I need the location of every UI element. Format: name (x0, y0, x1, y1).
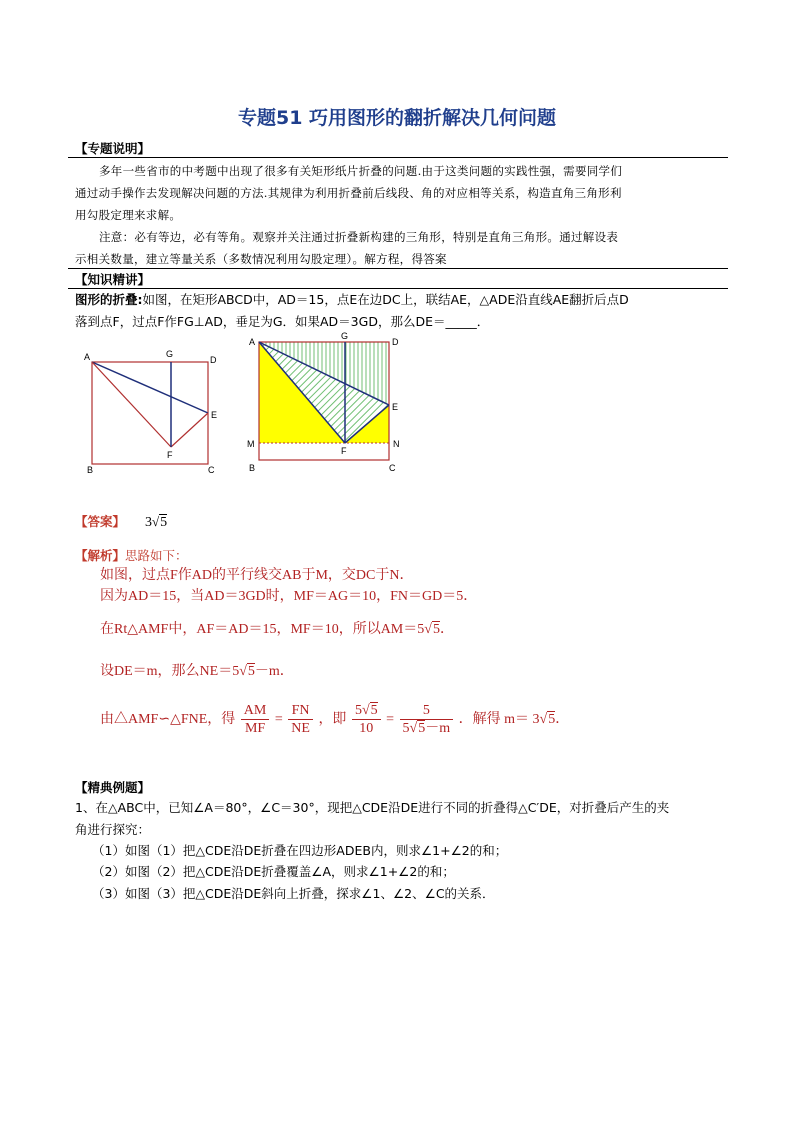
answer-radicand: 5 (160, 515, 168, 530)
label-c: C (208, 465, 215, 475)
page-title: 专题51 巧用图形的翻折解决几何问题 (237, 107, 557, 129)
figure-1 (78, 345, 228, 477)
example-question-3: （3）如图（3）把△CDE沿DE斜向上折叠，探求∠1、∠2、∠C的关系． (92, 886, 495, 901)
radicand: 5 (247, 664, 255, 679)
label-e: E (392, 402, 399, 412)
divider (68, 157, 728, 158)
examples-heading: 【精典例题】 (75, 780, 151, 795)
label-a: A (249, 337, 256, 347)
analysis-text: ，即 (318, 712, 347, 727)
label-f: F (167, 450, 173, 460)
analysis-label: 【解析】 (75, 548, 126, 563)
equals-sign: = (386, 712, 395, 727)
analysis-text: －m． (254, 664, 294, 679)
label-b: B (249, 463, 256, 473)
analysis-line-1: 如图，过点F作AD的平行线交AB于M，交DC于N． (100, 568, 414, 583)
numerator: FN (288, 702, 313, 720)
analysis-line-5: 由△AMF∽△FNE，得 $\frac{AM}{MF}$ = $\frac{FN}{NE}$ ，即 $\frac{5√5}{10}$ = $\frac{5}{5√5-m}$ ．解得 m＝ 3√5． (100, 703, 570, 737)
knowledge-line-1 (75, 289, 725, 311)
analysis-line-3: 在Rt△AMF中，AF＝AD＝15，MF＝10，所以AM＝5√5． (100, 622, 454, 637)
fraction-fn-ne (288, 702, 313, 737)
segment-fe (171, 413, 208, 447)
divider (68, 268, 728, 269)
intro-heading: 【专题说明】 (75, 141, 151, 156)
intro-line: 多年一些省市的中考题中出现了很多有关矩形纸片折叠的问题.由于这类问题的实践性强，需要同学们 (99, 164, 623, 178)
label-g: G (341, 331, 349, 341)
numerator: AM (241, 702, 270, 720)
intro-line: 示相关数量，建立等量关系（多数情况利用勾股定理）。解方程，得答案 (75, 252, 447, 266)
segment-af (92, 362, 171, 447)
analysis-header (75, 546, 188, 564)
analysis-line-4: 设DE＝m，那么NE＝5√5－m． (100, 664, 294, 679)
knowledge-label: 图形的折叠: (75, 292, 143, 307)
denominator: 10 (359, 721, 374, 737)
analysis-text: 由△AMF∽△FNE，得 (100, 712, 236, 727)
analysis-text: ．解得 m＝ 3 (458, 712, 540, 727)
answer-value: 3√5 (145, 514, 168, 530)
knowledge-heading: 【知识精讲】 (75, 272, 151, 287)
denominator: MF (244, 721, 266, 737)
fraction-5-over (400, 702, 454, 737)
intro-line: 通过动手操作去发现解决问题的方法.其规律为利用折叠前后线段、角的对应相等关系，构造直角三角形利 (75, 186, 622, 200)
label-b: B (87, 465, 94, 475)
knowledge-line-2: 落到点F，过点F作FG⊥AD，垂足为G．如果AD＝3GD，那么DE＝_____． (75, 314, 490, 329)
label-f: F (341, 446, 347, 456)
label-c: C (389, 463, 396, 473)
figure-2 (240, 330, 410, 480)
equals-sign: = (274, 712, 283, 727)
numerator: 5 (400, 702, 454, 720)
radicand: 5 (548, 712, 556, 727)
example-line-1: 1、在△ABC中，已知∠A＝80°，∠C＝30°，现把△CDE沿DE进行不同的折叠得△C′DE，对折叠后产生的夹 (75, 800, 670, 815)
intro-paragraph-1 (75, 160, 725, 182)
label-e: E (211, 410, 218, 420)
answer-row (75, 512, 167, 531)
label-m: M (247, 439, 255, 449)
radicand: 5 (432, 622, 440, 637)
analysis-line-2: 因为AD＝15，当AD＝3GD时，MF＝AG＝10，FN＝GD＝5． (100, 589, 478, 604)
denominator: 5√5－m (402, 721, 451, 737)
analysis-text: 在Rt△AMF中，AF＝AD＝15，MF＝10，所以AM＝5 (100, 622, 425, 637)
denominator: NE (291, 721, 310, 737)
label-g: G (166, 349, 174, 359)
label-a: A (84, 352, 91, 362)
analysis-text: 设DE＝m，那么NE＝5 (100, 664, 240, 679)
segment-ae (92, 362, 208, 413)
fraction-am-mf (241, 702, 270, 737)
rect-abcd (92, 362, 208, 464)
answer-label: 【答案】 (75, 514, 126, 529)
analysis-text: ． (439, 622, 454, 637)
fraction-5root5-10 (352, 702, 381, 737)
knowledge-text: 如图，在矩形ABCD中，AD＝15，点E在边DC上，联结AE，△ADE沿直线AE翻折后点D (142, 292, 629, 307)
example-question-2: （2）如图（2）把△CDE沿DE折叠覆盖∠A，则求∠1+∠2的和； (92, 864, 455, 879)
analysis-text: ． (555, 712, 570, 727)
example-question-1: （1）如图（1）把△CDE沿DE折叠在四边形ADEB内，则求∠1+∠2的和； (92, 843, 508, 858)
answer-coef: 3 (145, 515, 152, 530)
example-line-2: 角进行探究： (75, 822, 151, 837)
intro-line: 注意：必有等边，必有等角。观察并关注通过折叠新构建的三角形，特别是直角三角形。通过解设表 (99, 230, 619, 244)
numerator: 5√5 (352, 702, 381, 720)
label-d: D (210, 355, 217, 365)
label-d: D (392, 337, 399, 347)
analysis-intro: 思路如下： (125, 548, 188, 563)
label-n: N (393, 439, 400, 449)
intro-line: 用勾股定理来求解。 (75, 208, 182, 222)
